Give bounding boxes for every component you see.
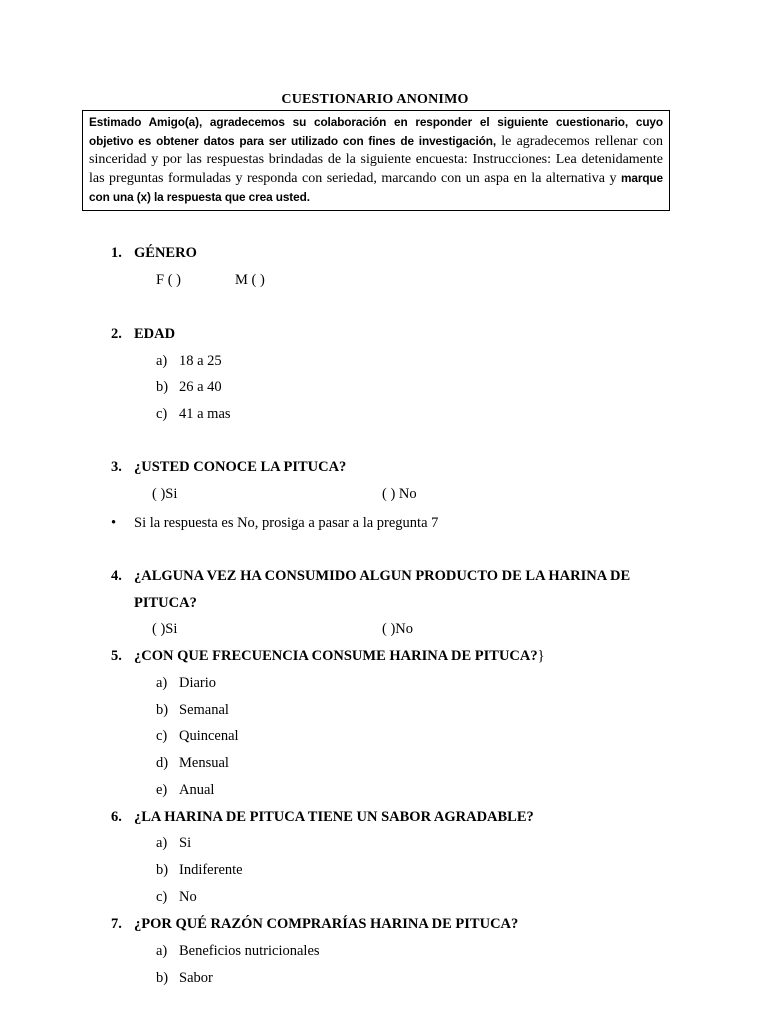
option-text: Quincenal <box>179 728 239 744</box>
question-3 <box>111 459 346 476</box>
option-item[interactable] <box>156 406 231 423</box>
option-item[interactable] <box>156 675 216 692</box>
question-4 <box>111 568 630 585</box>
option-item[interactable] <box>156 702 229 719</box>
choice-f[interactable]: F ( ) <box>156 272 181 288</box>
question-text: ¿CON QUE FRECUENCIA CONSUME HARINA DE PITUCA? <box>134 648 538 664</box>
note-text: Si la respuesta es No, prosiga a pasar a la pregunta 7 <box>134 515 439 531</box>
choice-no[interactable]: ( ) No <box>382 486 417 502</box>
option-letter: b) <box>156 702 169 718</box>
choice-no[interactable]: ( )No <box>382 621 414 637</box>
option-letter: c) <box>156 406 168 422</box>
option-text: No <box>179 889 197 905</box>
option-letter: a) <box>156 835 168 851</box>
option-letter: b) <box>156 970 169 986</box>
option-text: Semanal <box>179 702 229 718</box>
option-text: 26 a 40 <box>179 379 222 395</box>
option-item[interactable] <box>156 835 191 852</box>
question-6 <box>111 809 534 826</box>
bullet-icon: • <box>111 515 117 531</box>
option-text: 18 a 25 <box>179 353 222 369</box>
question-text: EDAD <box>134 326 176 342</box>
option-item[interactable] <box>156 379 222 396</box>
question-number: 4. <box>111 568 122 584</box>
option-text: Sabor <box>179 970 213 986</box>
option-item[interactable] <box>156 728 239 745</box>
option-letter: c) <box>156 728 168 744</box>
question-suffix: } <box>537 648 545 664</box>
question-text: GÉNERO <box>134 245 197 261</box>
question-text: ¿USTED CONOCE LA PITUCA? <box>134 459 347 475</box>
option-text: Mensual <box>179 755 229 771</box>
question-1 <box>111 245 197 262</box>
option-text: Beneficios nutricionales <box>179 943 320 959</box>
question-number: 7. <box>111 916 122 932</box>
question-2 <box>111 326 175 343</box>
option-item[interactable] <box>156 782 214 799</box>
question-text: ¿POR QUÉ RAZÓN COMPRARÍAS HARINA DE PITUCA? <box>134 916 519 932</box>
question-text: ¿ALGUNA VEZ HA CONSUMIDO ALGUN PRODUCTO DE LA HARINA DE <box>134 568 631 584</box>
question-7 <box>111 916 518 933</box>
intro-box <box>82 110 670 211</box>
option-letter: c) <box>156 889 168 905</box>
intro-bold-text: Estimado Amigo(a), agradecemos su colaboración en responder el siguiente cuestionario, cuyo objetivo es obtener datos para ser utilizado con fines de investigación, <box>89 115 663 148</box>
option-text: Anual <box>179 782 215 798</box>
option-letter: e) <box>156 782 168 798</box>
question-number: 6. <box>111 809 122 825</box>
note-item <box>111 515 438 532</box>
option-letter: a) <box>156 675 168 691</box>
option-text: Si <box>179 835 192 851</box>
question-4-continuation: PITUCA? <box>134 595 197 611</box>
question-5 <box>111 648 545 665</box>
option-letter: b) <box>156 379 169 395</box>
option-item[interactable] <box>156 755 229 772</box>
intro-bold-end-text: marque con una (x) la respuesta que crea usted. <box>89 171 663 204</box>
question-text: ¿LA HARINA DE PITUCA TIENE UN SABOR AGRADABLE? <box>134 809 534 825</box>
choice-si[interactable]: ( )Si <box>152 486 178 502</box>
option-letter: a) <box>156 943 168 959</box>
question-number: 5. <box>111 648 122 664</box>
intro-regular-text: le agradecemos rellenar con sinceridad y por las respuestas brindadas de la siguiente encuesta: Instrucciones: Lea detenidamente las preguntas formuladas y responda con seriedad, marcando con un aspa en la alternativa y <box>89 134 663 186</box>
option-item[interactable] <box>156 862 243 879</box>
option-item[interactable] <box>156 970 213 987</box>
option-text: 41 a mas <box>179 406 231 422</box>
option-text: Indiferente <box>179 862 243 878</box>
option-letter: b) <box>156 862 169 878</box>
question-number: 1. <box>111 245 122 261</box>
option-letter: a) <box>156 353 168 369</box>
question-number: 3. <box>111 459 122 475</box>
document-title: CUESTIONARIO ANONIMO <box>281 92 469 107</box>
option-text: Diario <box>179 675 217 691</box>
question-number: 2. <box>111 326 122 342</box>
option-item[interactable] <box>156 943 320 960</box>
option-item[interactable] <box>156 889 197 906</box>
choice-m[interactable]: M ( ) <box>235 272 265 288</box>
option-letter: d) <box>156 755 169 771</box>
option-item[interactable] <box>156 353 222 370</box>
choice-si[interactable]: ( )Si <box>152 621 178 637</box>
